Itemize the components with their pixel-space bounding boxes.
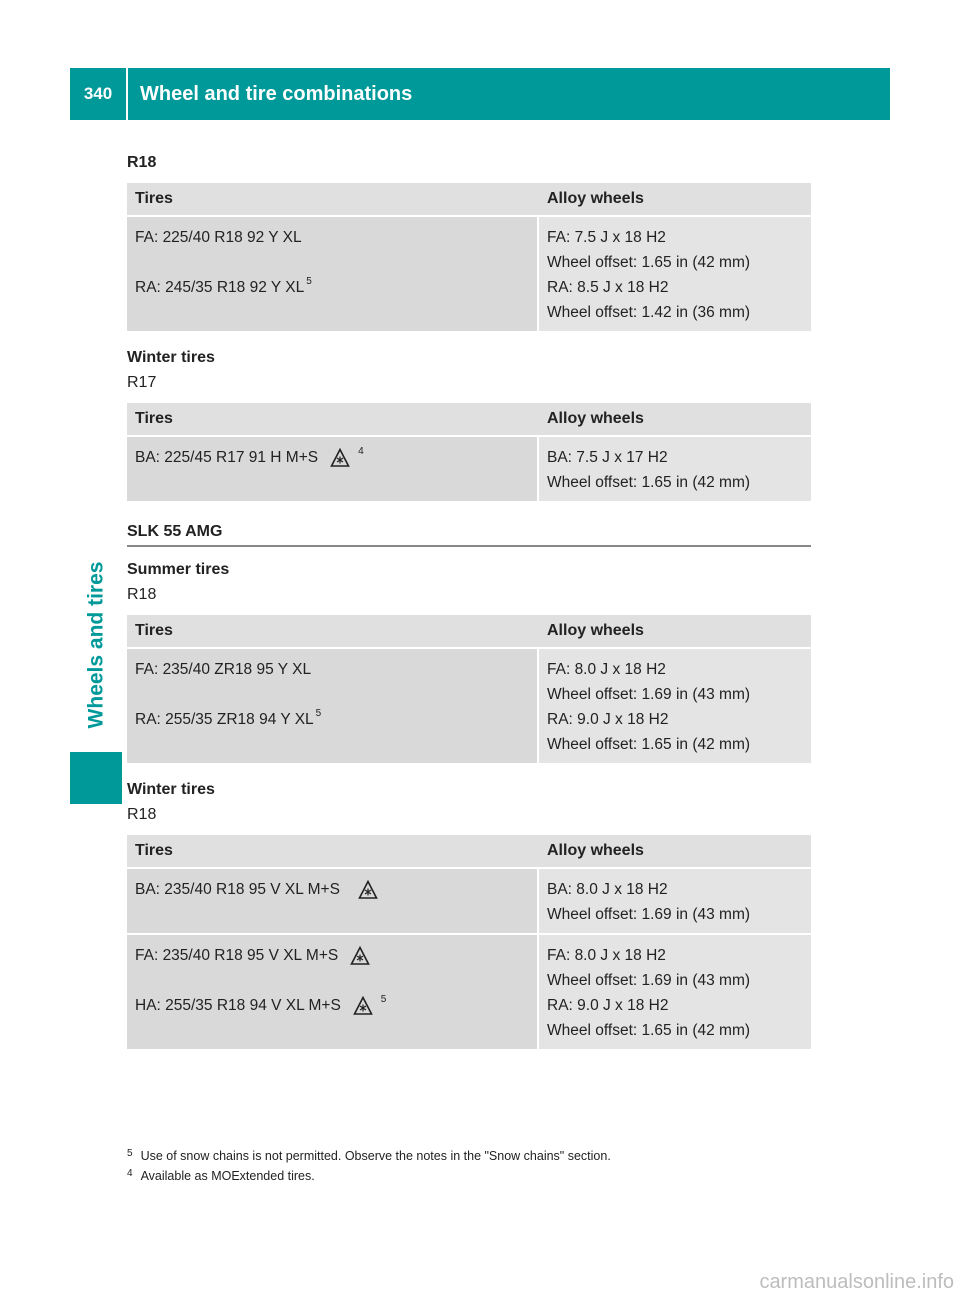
col-header-tires: Tires xyxy=(127,403,539,437)
wheel-line: Wheel offset: 1.42 in (36 mm) xyxy=(547,304,751,321)
col-header-wheels: Alloy wheels xyxy=(539,403,811,437)
tire-text: BA: 235/40 R18 95 V XL M+S xyxy=(135,881,340,898)
col-header-wheels: Alloy wheels xyxy=(539,835,811,869)
wheel-cell xyxy=(539,217,811,331)
subsection-heading: Summer tires xyxy=(127,561,230,578)
tire-cell xyxy=(127,437,539,501)
section-heading: SLK 55 AMG xyxy=(127,519,811,547)
wheel-line: Wheel offset: 1.65 in (42 mm) xyxy=(547,1022,751,1039)
tire-cell xyxy=(127,869,539,935)
size-label: R17 xyxy=(127,374,157,391)
col-header-tires: Tires xyxy=(127,835,539,869)
wheel-cell xyxy=(539,869,811,935)
side-tab-label: Wheels and tires xyxy=(84,561,108,729)
content xyxy=(127,150,811,1063)
wheel-line: Wheel offset: 1.65 in (42 mm) xyxy=(547,254,751,271)
wheel-cell xyxy=(539,935,811,1049)
size-label: R18 xyxy=(127,586,157,603)
footnote-text: Use of snow chains is not permitted. Observe the notes in the "Snow chains" section. xyxy=(140,1149,611,1163)
col-header-wheels: Alloy wheels xyxy=(539,615,811,649)
footnote-ref: 4 xyxy=(358,446,364,457)
side-tab-marker xyxy=(70,752,122,804)
col-header-tires: Tires xyxy=(127,615,539,649)
footnote-ref: 5 xyxy=(306,276,312,287)
wheel-line: Wheel offset: 1.69 in (43 mm) xyxy=(547,906,751,923)
tire-line xyxy=(135,445,529,470)
wheel-line: RA: 9.0 J x 18 H2 xyxy=(547,997,669,1014)
tire-text: HA: 255/35 R18 94 V XL M+S xyxy=(135,997,341,1014)
footnote-ref: 5 xyxy=(315,708,322,719)
col-header-wheels: Alloy wheels xyxy=(539,183,811,217)
tire-text: FA: 235/40 R18 95 V XL M+S xyxy=(135,947,339,964)
footnote-text: Available as MOExtended tires. xyxy=(140,1169,315,1183)
watermark: carmanualsonline.info xyxy=(759,1271,954,1293)
footnotes xyxy=(127,1146,827,1186)
tire-table xyxy=(127,835,811,1049)
footnote xyxy=(127,1166,827,1186)
tire-table xyxy=(127,615,811,763)
tire-line xyxy=(135,877,529,902)
wheel-line: BA: 7.5 J x 17 H2 xyxy=(547,449,668,466)
tire-line: FA: 235/40 ZR18 95 Y XL xyxy=(135,661,312,678)
footnote xyxy=(127,1146,827,1166)
tire-cell xyxy=(127,935,539,1049)
subsection-heading: Winter tires xyxy=(127,349,215,366)
tire-cell xyxy=(127,649,539,763)
snow-tire-icon xyxy=(353,996,373,1016)
tire-line xyxy=(135,707,529,732)
footnote-number: 4 xyxy=(127,1168,133,1179)
page-title: Wheel and tire combinations xyxy=(140,82,413,105)
tire-table xyxy=(127,183,811,331)
footnote-number: 5 xyxy=(127,1148,133,1159)
wheel-line: Wheel offset: 1.69 in (43 mm) xyxy=(547,972,751,989)
footnote-ref: 5 xyxy=(380,994,387,1005)
tire-line xyxy=(135,993,529,1018)
wheel-line: Wheel offset: 1.65 in (42 mm) xyxy=(547,474,751,491)
wheel-cell xyxy=(539,437,811,501)
size-label: R18 xyxy=(127,806,157,823)
tire-line xyxy=(135,943,529,968)
snow-tire-icon xyxy=(358,880,378,900)
snow-tire-icon xyxy=(330,448,350,468)
side-tab xyxy=(70,540,122,750)
wheel-line: FA: 8.0 J x 18 H2 xyxy=(547,947,666,964)
tire-line xyxy=(135,275,529,300)
tire-line: FA: 225/40 R18 92 Y XL xyxy=(135,229,302,246)
page-number: 340 xyxy=(83,84,113,103)
tire-table xyxy=(127,403,811,501)
wheel-line: FA: 8.0 J x 18 H2 xyxy=(547,661,666,678)
wheel-line: Wheel offset: 1.65 in (42 mm) xyxy=(547,736,751,753)
subsection-heading: Winter tires xyxy=(127,781,215,798)
wheel-line: RA: 9.0 J x 18 H2 xyxy=(547,711,669,728)
size-label: R18 xyxy=(127,154,157,171)
wheel-line: RA: 8.5 J x 18 H2 xyxy=(547,279,669,296)
wheel-line: Wheel offset: 1.69 in (43 mm) xyxy=(547,686,751,703)
wheel-cell xyxy=(539,649,811,763)
tire-text: RA: 245/35 R18 92 Y XL xyxy=(135,279,305,296)
snow-tire-icon xyxy=(350,946,370,966)
page-header xyxy=(70,68,890,120)
tire-text: BA: 225/45 R17 91 H M+S xyxy=(135,449,319,466)
wheel-line: BA: 8.0 J x 18 H2 xyxy=(547,881,668,898)
wheel-line: FA: 7.5 J x 18 H2 xyxy=(547,229,666,246)
tire-text: RA: 255/35 ZR18 94 Y XL xyxy=(135,711,314,728)
col-header-tires: Tires xyxy=(127,183,539,217)
tire-cell xyxy=(127,217,539,331)
